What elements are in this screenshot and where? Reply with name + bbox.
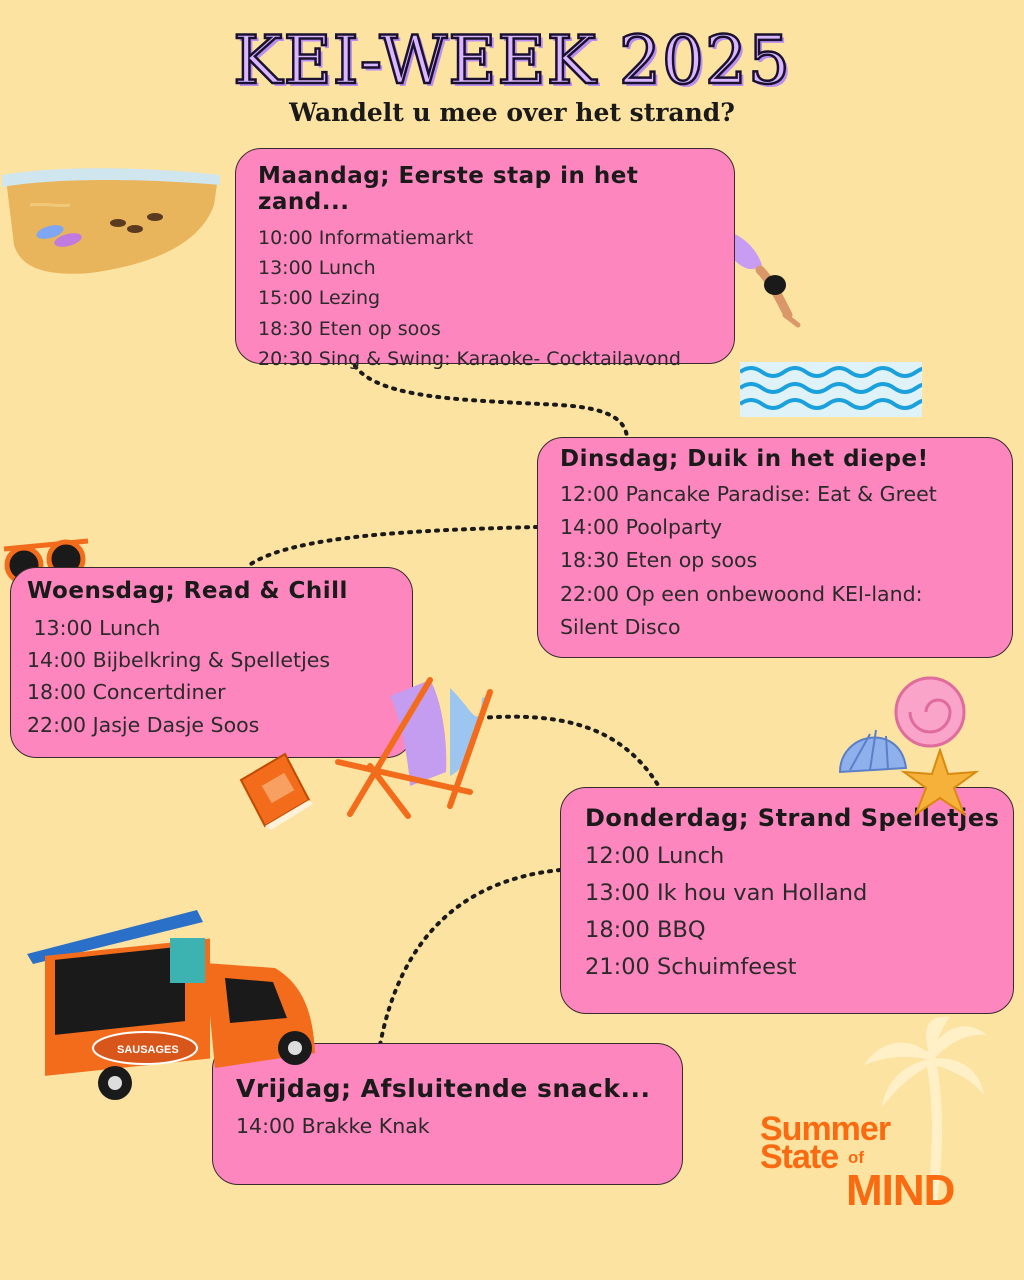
- schedule-item: 13:00 Lunch: [258, 257, 376, 280]
- page-subtitle: Wandelt u mee over het strand?: [289, 98, 735, 127]
- sand-footprints-icon: [0, 165, 222, 280]
- schedule-item: 14:00 Poolparty: [560, 515, 723, 540]
- starfish-icon: [900, 748, 980, 818]
- schedule-item: 21:00 Schuimfeest: [585, 954, 797, 980]
- day-card-thursday: [560, 787, 1014, 1014]
- schedule-item: 18:30 Eten op soos: [560, 548, 758, 573]
- day-card-tuesday: [537, 437, 1013, 658]
- schedule-item: 12:00 Pancake Paradise: Eat & Greet: [560, 482, 937, 506]
- day-card-monday: [235, 148, 735, 370]
- day-title: Vrijdag; Afsluitende snack...: [236, 1074, 651, 1103]
- logo-line: MIND: [846, 1166, 955, 1215]
- schedule-item: 18:00 Concertdiner: [27, 680, 226, 705]
- schedule-item: 20:30 Sing & Swing: Karaoke- Cocktailavond: [258, 347, 681, 370]
- schedule-item: 18:00 BBQ: [585, 917, 706, 943]
- schedule-item: 22:00 Jasje Dasje Soos: [27, 712, 260, 737]
- summer-state-of-mind-logo: [760, 1110, 980, 1220]
- logo-line: Summer: [760, 1110, 891, 1148]
- schedule-item: 22:00 Op een onbewoond KEI-land:: [560, 581, 923, 606]
- book-icon: [235, 750, 315, 830]
- schedule-item: 18:30 Eten op soos: [258, 317, 441, 340]
- schedule-item: 14:00 Bijbelkring & Spelletjes: [27, 648, 331, 673]
- schedule-item: 12:00 Lunch: [585, 843, 725, 869]
- truck-label: SAUSAGES: [117, 1044, 179, 1056]
- logo-line: State: [760, 1138, 839, 1176]
- schedule-item: Silent Disco: [560, 614, 681, 639]
- day-title: Dinsdag; Duik in het diepe!: [560, 446, 929, 472]
- page-title: KEI-WEEK 2025: [233, 22, 791, 99]
- schedule-item: 14:00 Brakke Knak: [236, 1114, 430, 1138]
- schedule-item: 10:00 Informatiemarkt: [258, 227, 474, 249]
- food-truck-icon: [25, 908, 320, 1103]
- day-title: Woensdag; Read & Chill: [27, 578, 348, 604]
- beach-chair-icon: [330, 676, 495, 821]
- schedule-item: 15:00 Lezing: [258, 287, 381, 310]
- day-title: Maandag; Eerste stap in het zand...: [258, 163, 639, 215]
- schedule-item: 13:00 Ik hou van Holland: [585, 880, 868, 906]
- schedule-item: 13:00 Lunch: [27, 616, 161, 640]
- waves-icon: [740, 362, 922, 417]
- day-title: Donderdag; Strand Spelletjes: [585, 804, 1000, 832]
- logo-line: of: [848, 1148, 865, 1167]
